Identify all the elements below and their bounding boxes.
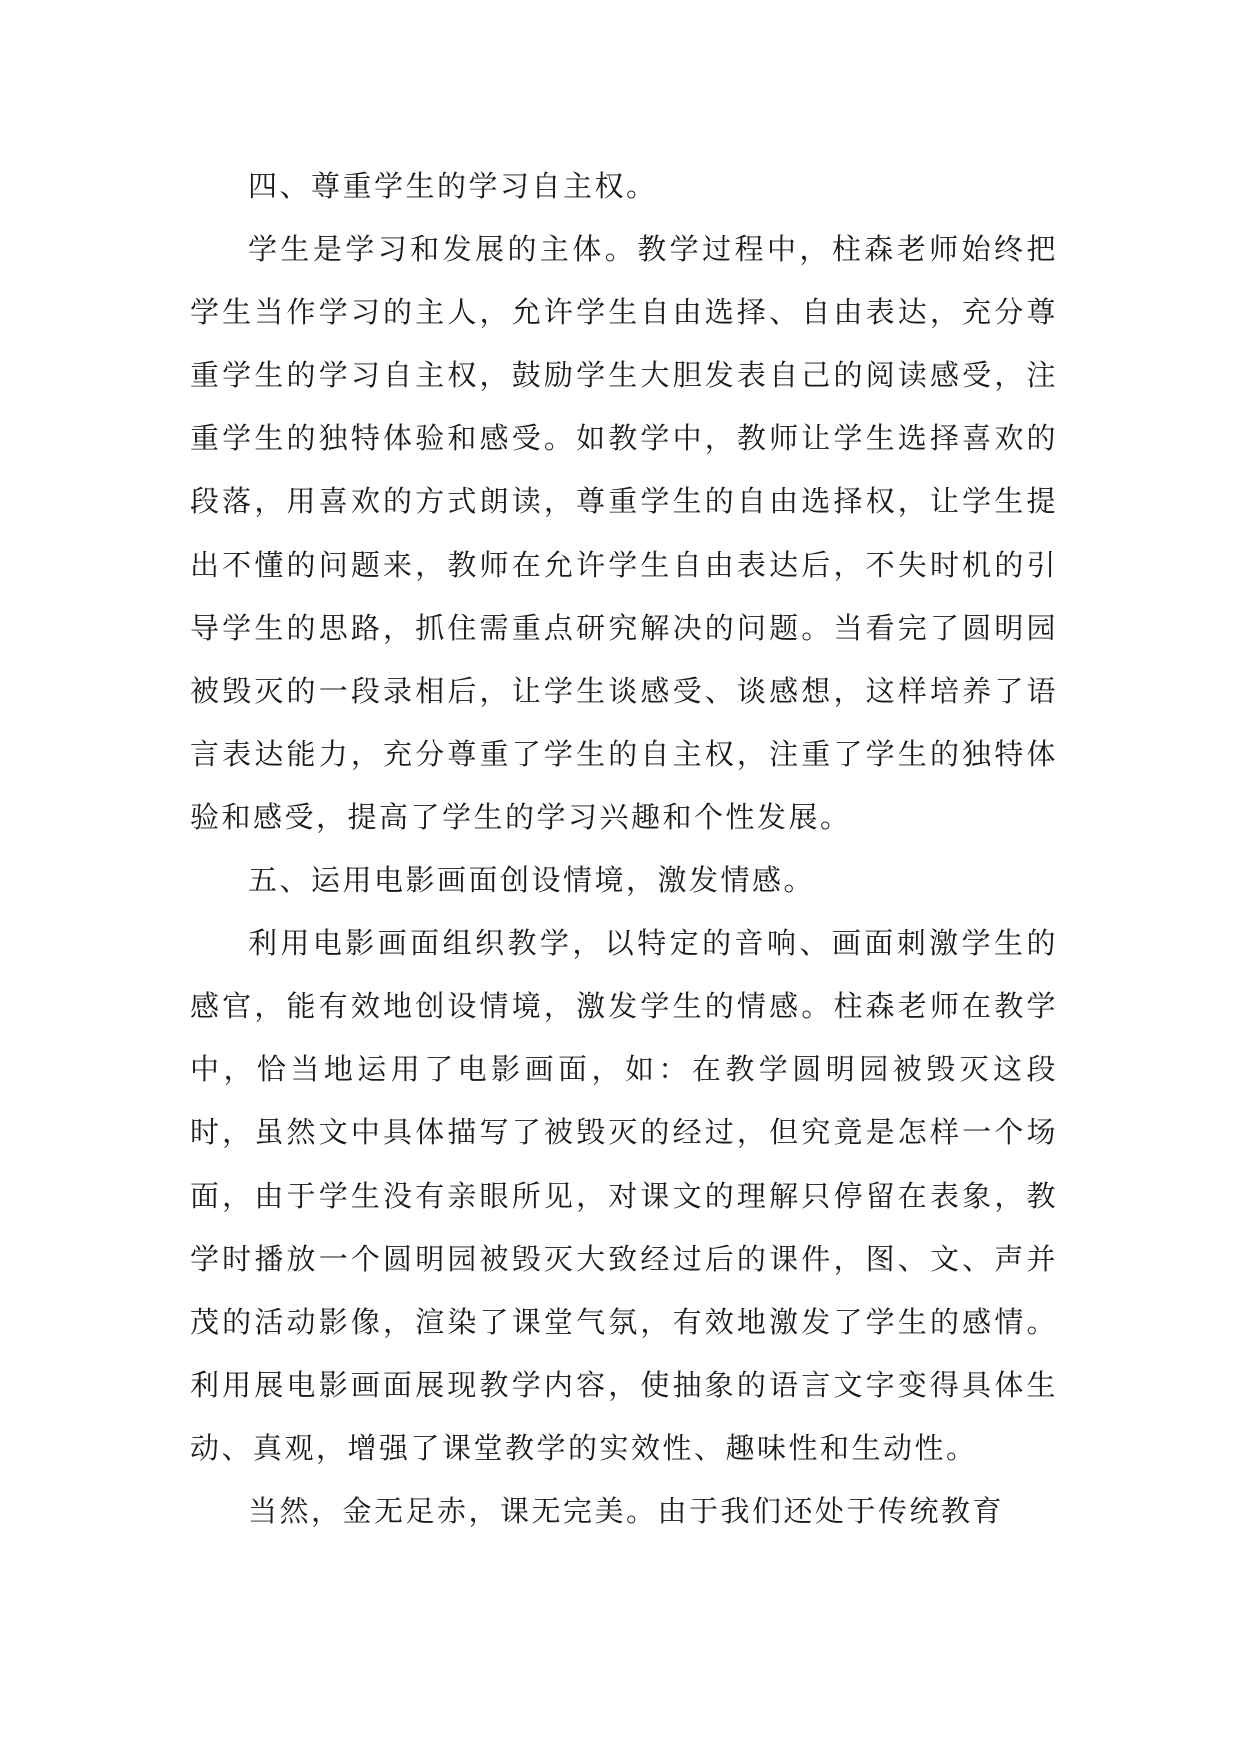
section-heading-5: 五、运用电影画面创设情境，激发情感。 bbox=[248, 863, 816, 898]
document-body bbox=[190, 155, 1058, 1543]
paragraph-student-autonomy: 学生是学习和发展的主体。教学过程中，柱森老师始终把学生当作学习的主人，允许学生自由选择、自由表达，充分尊重学生的学习自主权，鼓励学生大胆发表自己的阅读感受，注重学生的独特体验和感受。如教学中，教师让学生选择喜欢的段落，用喜欢的方式朗读，尊重学生的自由选择权，让学生提出不懂的问题来，教师在允许学生自由表达后，不失时机的引导学生的思路，抓住需重点研究解决的问题。当看完了圆明园被毁灭的一段录相后，让学生谈感受、谈感想，这样培养了语言表达能力，充分尊重了学生的自主权，注重了学生的独特体验和感受，提高了学生的学习兴趣和个性发展。 bbox=[190, 232, 1058, 834]
paragraph-film-scenes: 利用电影画面组织教学，以特定的音响、画面刺激学生的感官，能有效地创设情境，激发学生的情感。柱森老师在教学中，恰当地运用了电影画面，如：在教学圆明园被毁灭这段时，虽然文中具体描写了被毁灭的经过，但究竟是怎样一个场面，由于学生没有亲眼所见，对课文的理解只停留在表象，教学时播放一个圆明园被毁灭大致经过后的课件，图、文、声并茂的活动影像，渲染了课堂气氛，有效地激发了学生的感情。利用展电影画面展现教学内容，使抽象的语言文字变得具体生动、真观，增强了课堂教学的实效性、趣味性和生动性。 bbox=[190, 926, 1058, 1465]
section-heading-4: 四、尊重学生的学习自主权。 bbox=[248, 169, 658, 203]
paragraph-conclusion: 当然，金无足赤，课无完美。由于我们还处于传统教育 bbox=[248, 1493, 1005, 1528]
